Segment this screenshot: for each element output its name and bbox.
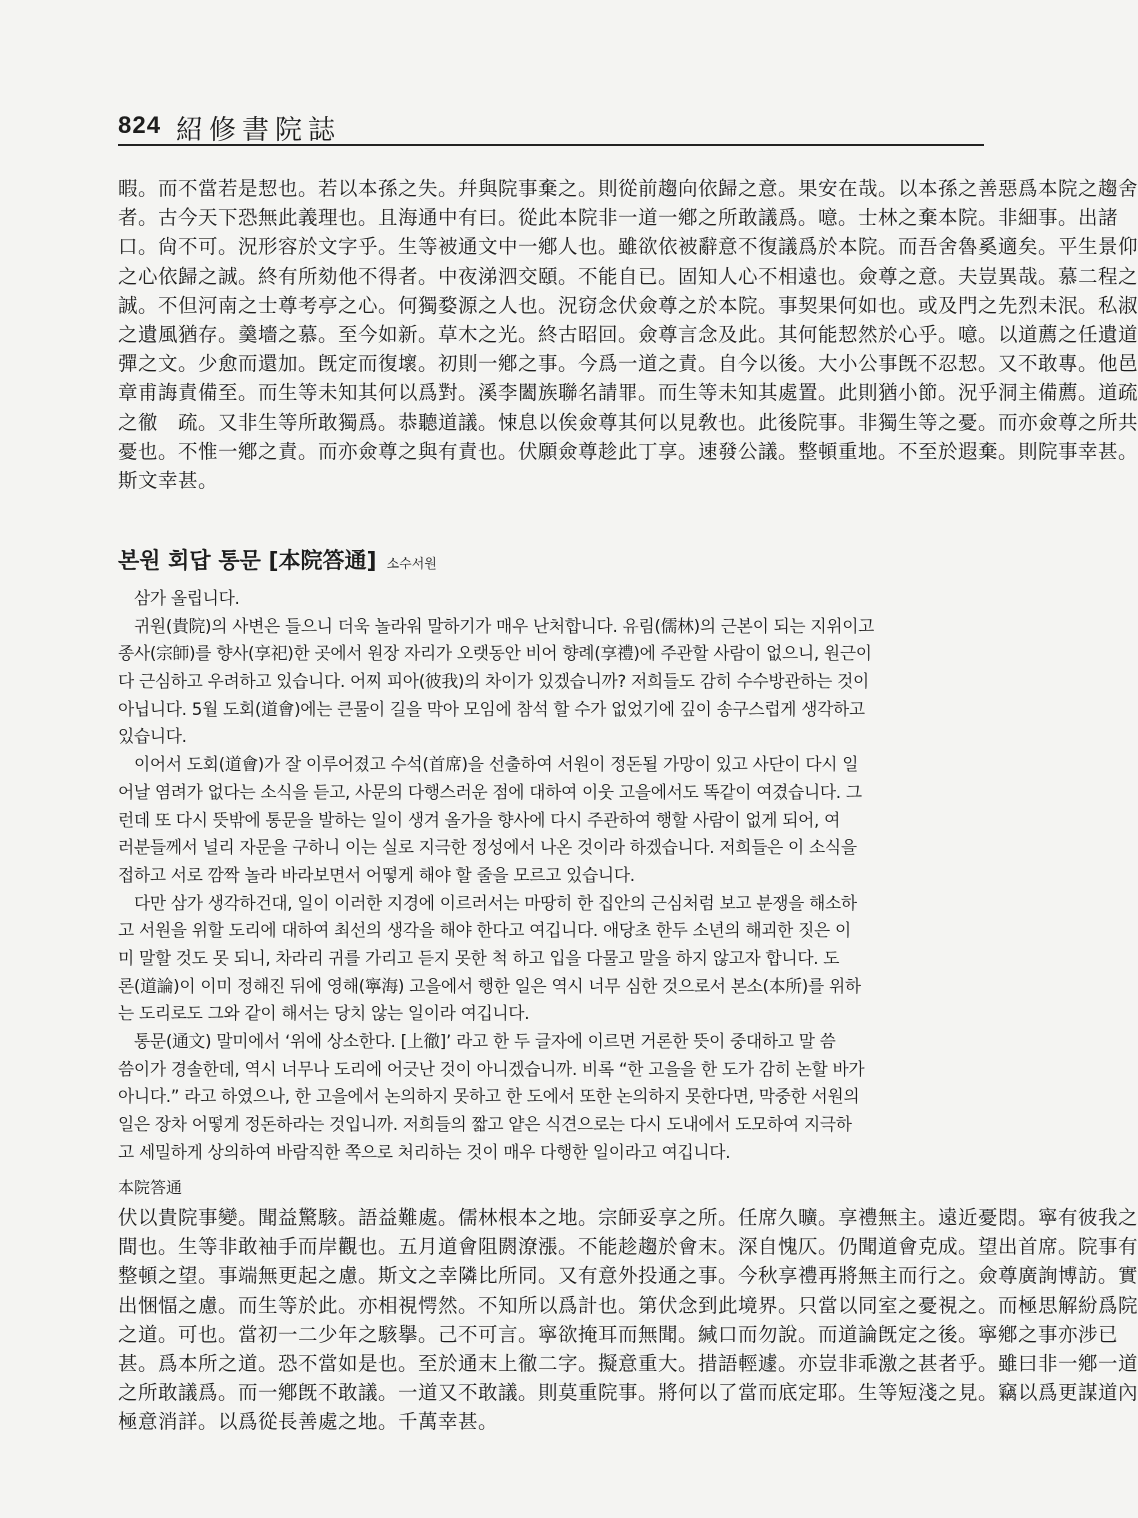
hanja-line: 斯文幸甚。: [118, 468, 219, 492]
hanja-line: 誠。不但河南之士尊考亭之心。何獨婺源之人也。況窃念伏僉尊之於本院。事契果何如也。或及門之先烈未泯。私淑: [118, 293, 1138, 317]
bottom-hanja-text: [118, 1203, 1138, 1437]
section-heading: [118, 545, 984, 579]
korean-line: 아니다.” 라고 하였으나, 한 고을에서 논의하지 못하고 한 도에서 또한 논의하지 못한다면, 막중한 서원의: [118, 1086, 860, 1107]
hanja-line: 口。尙不可。況形容於文字乎。生等被通文中一鄕人也。雖欲依被辭意不復議爲於本院。而吾舍魯奚適矣。平生景仰: [118, 235, 1138, 259]
korean-line: 일은 장차 어떻게 정돈하라는 것입니까. 저희들의 짧고 얕은 식견으로는 다시 도내에서 도모하여 지극하: [118, 1114, 852, 1135]
korean-line: 이어서 도회(道會)가 잘 이루어졌고 수석(首席)을 선출하여 서원이 정돈될 가망이 있고 사단이 다시 일: [134, 754, 859, 775]
hanja-line: 之心依歸之誠。終有所劾他不得者。中夜涕泗交頤。不能自已。固知人心不相遠也。僉尊之意。夫豈異哉。慕二程之: [118, 264, 1138, 288]
page-header: [118, 108, 984, 146]
korean-line: 통문(通文) 말미에서 ‘위에 상소한다. [上徹]’ 라고 한 두 글자에 이르면 거론한 뜻이 중대하고 말 씀: [134, 1031, 836, 1051]
korean-line: 러분들께서 널리 자문을 구하니 이는 실로 지극한 정성에서 나온 것이라 하겠습니다. 저희들은 이 소식을: [118, 837, 857, 858]
korean-line: 론(道論)이 이미 정해진 뒤에 영해(寧海) 고을에서 행한 일은 역시 너무 심한 것으로서 본소(本所)를 위하: [118, 975, 861, 996]
korean-line: 어날 염려가 없다는 소식을 듣고, 사문의 다행스러운 점에 대하여 이웃 고을에서도 똑같이 여겼습니다. 그: [118, 781, 862, 802]
korean-line: 씀이가 경솔한데, 역시 너무나 도리에 어긋난 것이 아니겠습니까. 비록 “한 고을을 한 도가 감히 논할 바가: [118, 1058, 865, 1079]
korean-translation: [118, 585, 984, 1166]
top-hanja-text: [118, 174, 1138, 495]
hanja-line: 彈之文。少愈而還加。旣定而復壞。初則一鄕之事。今爲一道之責。自今以後。大小公事旣不忍恝。又不敢專。他邑: [118, 352, 1138, 376]
korean-line: 미 말할 것도 못 되니, 차라리 귀를 가리고 듣지 못한 척 하고 입을 다물고 말을 하지 않고자 합니다. 도: [118, 947, 840, 968]
korean-line: 아닙니다. 5월 도회(道會)에는 큰물이 길을 막아 모임에 참석 할 수가 없었기에 깊이 송구스럽게 생각하고: [118, 698, 865, 719]
hanja-line: 伏以貴院事變。聞益驚駭。語益難處。儒林根本之地。宗師妥享之所。任席久曠。享禮無主。遠近憂悶。寧有彼我之: [118, 1206, 1138, 1229]
hanja-line: 極意消詳。以爲從長善處之地。千萬幸甚。: [118, 1410, 499, 1434]
running-title: 紹修書院誌: [176, 115, 341, 146]
original-text-label: 本院答通: [118, 1178, 183, 1197]
korean-line: 는 도리로도 그와 같이 해서는 당치 않는 일이라 여깁니다.: [118, 1003, 530, 1024]
section-title: 본원 회답 통문 [本院答通]: [118, 549, 377, 574]
korean-line: 접하고 서로 깜짝 놀라 바라보면서 어떻게 해야 할 줄을 모르고 있습니다.: [118, 864, 635, 885]
hanja-line: 之遺風猶存。羹墻之慕。至今如新。草木之光。終古昭回。僉尊言念及此。其何能恝然於心乎。噫。以道薦之任遺道: [118, 322, 1138, 346]
hanja-line: 間也。生等非敢袖手而岸觀也。五月道會阻閼潦漲。不能趁趨於會末。深自愧仄。仍聞道會克成。望出首席。院事有: [118, 1235, 1138, 1259]
page-number: 824: [118, 112, 162, 139]
korean-line: 다만 삼가 생각하건대, 일이 이러한 지경에 이르러서는 마땅히 한 집안의 근심처럼 보고 분쟁을 해소하: [134, 892, 857, 913]
hanja-line: 之所敢議爲。而一鄕旣不敢議。一道又不敢議。則莫重院事。將何以了當而底定耶。生等短淺之見。竊以爲更謀道內: [118, 1381, 1138, 1405]
hanja-line: 之道。可也。當初一二少年之駭擧。己不可言。寧欲掩耳而無聞。緘口而勿說。而道論旣定之後。寧鄕之事亦涉已: [118, 1322, 1119, 1346]
korean-line: 있습니다.: [118, 726, 187, 747]
hanja-line: 章甫誨責備至。而生等未知其何以爲對。溪李闔族聯名請罪。而生等未知其處置。此則猶小節。況乎洞主備薦。道疏: [118, 381, 1138, 405]
hanja-line: 甚。爲本所之道。恐不當如是也。至於通末上徹二字。擬意重大。措語輕遽。亦豈非乖激之甚者乎。雖曰非一鄕一道: [118, 1351, 1138, 1375]
hanja-line: 者。古今天下恐無此義理也。且海通中有曰。從此本院非一道一鄕之所敢議爲。噫。士林之棄本院。非細事。出諸: [118, 206, 1119, 230]
hanja-line: 暇。而不當若是恝也。若以本孫之失。幷與院事棄之。則從前趨向依歸之意。果安在哉。以本孫之善惡爲本院之趨舍: [118, 177, 1138, 200]
hanja-line: 整頓之望。事端無更起之慮。斯文之幸隣比所同。又有意外投通之事。今秋享禮再將無主而行之。僉尊廣詢博訪。實: [118, 1264, 1138, 1288]
hanja-line: 憂也。不惟一鄕之責。而亦僉尊之與有責也。伏願僉尊趁此丁享。速發公議。整頓重地。不至於遐棄。則院事幸甚。: [118, 439, 1138, 463]
hanja-line: 之徹 疏。又非生等所敢獨爲。恭聽道議。悚息以俟僉尊其何以見敎也。此後院事。非獨生等之憂。而亦僉尊之所共: [118, 410, 1138, 434]
korean-line: 고 서원을 위할 도리에 대하여 최선의 생각을 해야 한다고 여깁니다. 애당초 한두 소년의 해괴한 짓은 이: [118, 920, 851, 941]
korean-line: 다 근심하고 우려하고 있습니다. 어찌 피아(彼我)의 차이가 있겠습니까? 저희들도 감히 수수방관하는 것이: [118, 671, 869, 692]
korean-line: 종사(宗師)를 향사(享祀)한 곳에서 원장 자리가 오랫동안 비어 향례(享禮)에 주관할 사람이 없으니, 원근이: [118, 643, 872, 664]
korean-line: 귀원(貴院)의 사변은 들으니 더욱 놀라워 말하기가 매우 난처합니다. 유림(儒林)의 근본이 되는 지위이고: [134, 615, 875, 636]
hanja-line: 出悃愊之慮。而生等於此。亦相視愕然。不知所以爲計也。第伏念到此境界。只當以同室之憂視之。而極思解紛爲院: [118, 1293, 1138, 1317]
section-author: 소수서원: [386, 557, 437, 572]
korean-line: 런데 또 다시 뜻밖에 통문을 발하는 일이 생겨 올가을 향사에 다시 주관하여 행할 사람이 없게 되어, 여: [118, 809, 841, 830]
korean-line: 삼가 올립니다.: [134, 588, 240, 608]
korean-line: 고 세밀하게 상의하여 바람직한 쪽으로 처리하는 것이 매우 다행한 일이라고 여깁니다.: [118, 1141, 731, 1162]
